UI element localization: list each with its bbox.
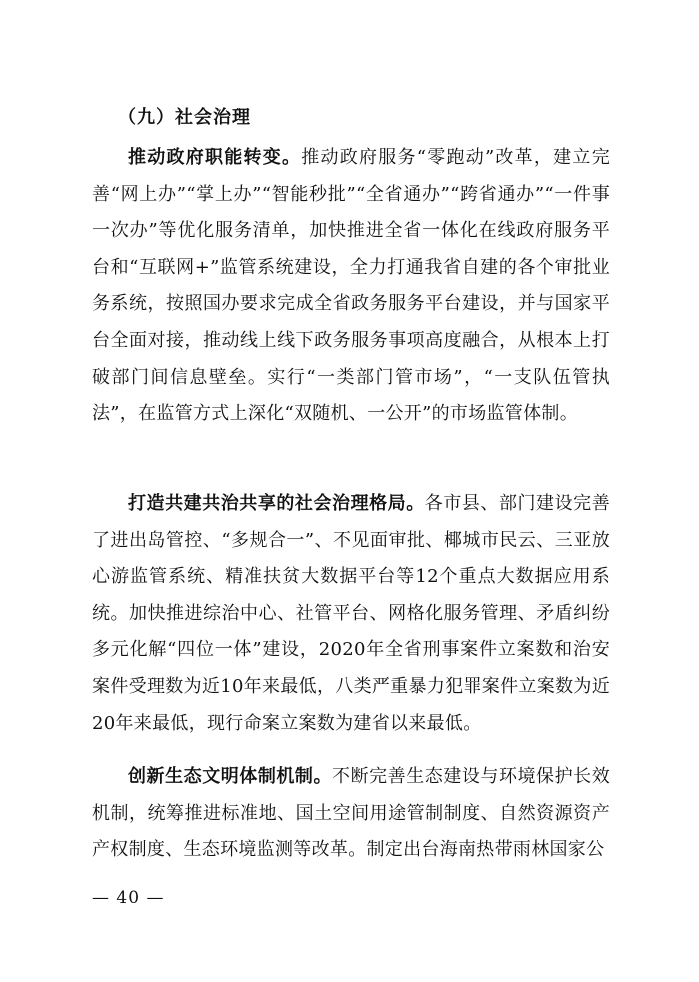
page-number: — 40 — <box>92 888 165 908</box>
paragraph-lead-heading: 推动政府职能转变。 <box>128 147 302 168</box>
paragraph-body: 不断完善生态建设与环境保护长效机制，统筹推进标准地、国土空间用途管制制度、自然资源资产产权制度、生态环境监测等改革。制定出台海南热带雨林国家公 <box>92 766 610 861</box>
paragraph-lead-heading: 打造共建共治共享的社会治理格局。 <box>128 493 425 514</box>
paragraph-lead-heading: 创新生态文明体制机制。 <box>128 766 333 787</box>
paragraph-body: 各市县、部门建设完善了进出岛管控、“多规合一”、不见面审批、椰城市民云、三亚放心游监管系统、精准扶贫大数据平台等12个重点大数据应用系统。加快推进综治中心、社管平台、网格化服务管理、矛盾纠纷多元化解“四位一体”建设，2020年全省刑事案件立案数和治安案件受理数为近10年来最低，八类严重暴力犯罪案件立案数为近20年来最低，现行命案立案数为建省以来最低。 <box>92 493 610 734</box>
paragraph-social-governance <box>92 486 610 742</box>
section-heading: （九）社会治理 <box>118 107 251 128</box>
paragraph-government-functions <box>92 140 610 433</box>
paragraph-ecological-civilization <box>92 759 610 869</box>
paragraph-body: 推动政府服务“零跑动”改革，建立完善“网上办”“掌上办”“智能秒批”“全省通办”“跨省通办”“一件事一次办”等优化服务清单，加快推进全省一体化在线政府服务平台和“互联网+”监管系统建设，全力打通我省自建的各个审批业务系统，按照国办要求完成全省政务服务平台建设，并与国家平台全面对接，推动线上线下政务服务事项高度融合，从根本上打破部门间信息壁垒。实行“一类部门管市场”，“一支队伍管执法”，在监管方式上深化“双随机、一公开”的市场监管体制。 <box>92 147 610 425</box>
